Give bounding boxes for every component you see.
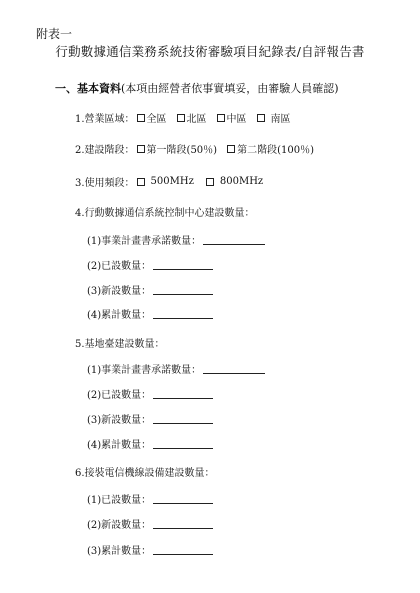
checkbox-phase-1[interactable] bbox=[137, 145, 145, 153]
line-equipment-existing-field[interactable] bbox=[153, 493, 213, 504]
option-area-all: 全區 bbox=[146, 114, 167, 125]
checkbox-area-north[interactable] bbox=[177, 114, 185, 122]
construction-phase-label: 2.建設階段： bbox=[75, 145, 135, 156]
checkbox-area-south[interactable] bbox=[257, 114, 265, 122]
control-center-heading bbox=[75, 204, 255, 219]
line-equipment-total-row bbox=[87, 542, 213, 557]
base-station-existing-field[interactable] bbox=[153, 388, 213, 399]
line-equipment-heading bbox=[75, 464, 215, 479]
frequency-band-label: 3.使用頻段： bbox=[75, 178, 135, 189]
line-equipment-total-label: (3)累計數量： bbox=[87, 546, 152, 557]
business-area-label: 1.營業區域： bbox=[75, 114, 135, 125]
option-area-south: 南區 bbox=[270, 114, 291, 125]
base-station-total-row bbox=[87, 436, 213, 451]
section-basic-info bbox=[55, 80, 339, 96]
base-station-committed-label: (1)事業計畫書承諾數量： bbox=[87, 365, 202, 376]
control-center-total-field[interactable] bbox=[153, 308, 213, 319]
base-station-new-label: (3)新設數量： bbox=[87, 415, 152, 426]
control-center-new-label: (3)新設數量： bbox=[87, 286, 152, 297]
base-station-new-field[interactable] bbox=[153, 413, 213, 424]
base-station-new-row bbox=[87, 411, 213, 426]
control-center-new-field[interactable] bbox=[153, 284, 213, 295]
control-center-committed-label: (1)事業計畫書承諾數量： bbox=[87, 236, 202, 247]
checkbox-band-500[interactable] bbox=[137, 178, 145, 186]
option-phase-1: 第一階段(50％) bbox=[146, 145, 218, 156]
option-band-800: 800MHz bbox=[219, 176, 264, 187]
line-equipment-new-row bbox=[87, 516, 213, 531]
option-phase-2: 第二階段(100％) bbox=[237, 145, 314, 156]
control-center-existing-row bbox=[87, 257, 213, 272]
base-station-total-label: (4)累計數量： bbox=[87, 440, 152, 451]
option-area-north: 北區 bbox=[186, 114, 207, 125]
checkbox-phase-2[interactable] bbox=[227, 145, 235, 153]
section-note: (本項由經營者依事實填妥，由審驗人員確認) bbox=[121, 82, 339, 95]
control-center-label: 4.行動數據通信系統控制中心建設數量： bbox=[75, 208, 255, 219]
construction-phase-row bbox=[75, 141, 314, 156]
section-heading: 一、基本資料 bbox=[55, 82, 121, 95]
base-station-label: 5.基地臺建設數量： bbox=[75, 339, 165, 350]
annex-label: 附表一 bbox=[36, 27, 73, 41]
line-equipment-new-label: (2)新設數量： bbox=[87, 520, 152, 531]
control-center-existing-field[interactable] bbox=[153, 259, 213, 270]
option-area-central: 中區 bbox=[226, 114, 247, 125]
control-center-committed-row bbox=[87, 232, 265, 247]
line-equipment-existing-label: (1)已設數量： bbox=[87, 495, 152, 506]
line-equipment-label: 6.接裝電信機線設備建設數量： bbox=[75, 468, 215, 479]
checkbox-band-800[interactable] bbox=[206, 178, 214, 186]
base-station-existing-row bbox=[87, 386, 213, 401]
line-equipment-existing-row bbox=[87, 491, 213, 506]
checkbox-area-central[interactable] bbox=[217, 114, 225, 122]
option-band-500: 500MHz bbox=[150, 176, 194, 187]
line-equipment-new-field[interactable] bbox=[153, 518, 213, 529]
base-station-total-field[interactable] bbox=[153, 438, 213, 449]
control-center-existing-label: (2)已設數量： bbox=[87, 261, 152, 272]
base-station-committed-row bbox=[87, 361, 265, 376]
control-center-new-row bbox=[87, 282, 213, 297]
control-center-committed-field[interactable] bbox=[203, 234, 265, 245]
base-station-existing-label: (2)已設數量： bbox=[87, 390, 152, 401]
checkbox-area-all[interactable] bbox=[137, 114, 145, 122]
business-area-row bbox=[75, 110, 291, 125]
base-station-committed-field[interactable] bbox=[203, 363, 265, 374]
page-title: 行動數據通信業務系統技術審驗項目紀錄表/自評報告書 bbox=[55, 44, 365, 59]
line-equipment-total-field[interactable] bbox=[153, 544, 213, 555]
control-center-total-label: (4)累計數量： bbox=[87, 310, 152, 321]
frequency-band-row bbox=[75, 174, 263, 189]
base-station-heading bbox=[75, 335, 165, 350]
control-center-total-row bbox=[87, 306, 213, 321]
